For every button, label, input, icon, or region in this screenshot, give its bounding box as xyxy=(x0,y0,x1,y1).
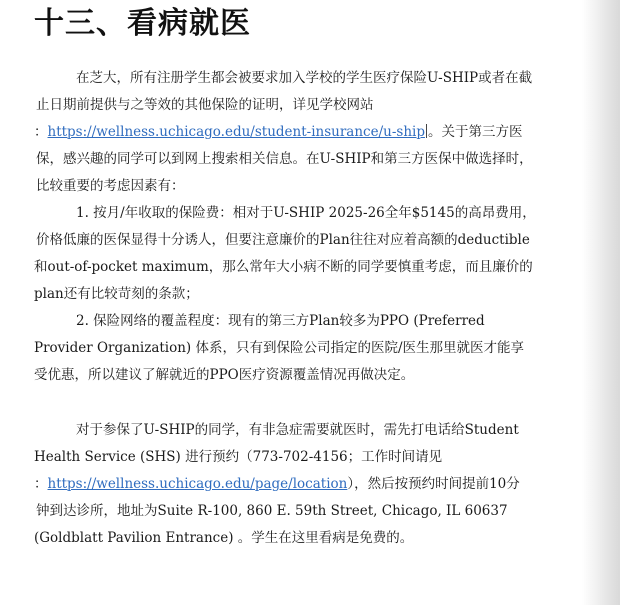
student-insurance-link[interactable]: https://wellness.uchicago.edu/student-insurance/u-ship xyxy=(47,124,425,140)
paragraph-line: 在芝大，所有注册学生都会被要求加入学校的学生医疗保险U-SHIP或者在截 xyxy=(76,70,533,86)
shs-location-link[interactable]: https://wellness.uchicago.edu/page/location xyxy=(47,476,348,492)
page-edge-shadow xyxy=(582,0,620,605)
list-item-line: 和out-of-pocket maximum，那么常年大小病不断的同学要慎重考虑，而且廉价的 xyxy=(34,259,533,275)
paragraph-line xyxy=(34,122,522,142)
link-prefix: ： xyxy=(34,124,48,140)
section-heading: 十三、看病就医 xyxy=(34,6,251,41)
paragraph-line: Health Service (SHS) 进行预约（773-702-4156；工作时间请见 xyxy=(34,449,443,465)
list-item-line: 1. 按月/年收取的保险费：相对于U-SHIP 2025-26全年$5145的高昂费用， xyxy=(76,205,536,221)
paragraph-line: (Goldblatt Pavilion Entrance) 。学生在这里看病是免费的。 xyxy=(34,530,414,546)
link-prefix: ： xyxy=(34,476,48,492)
list-item-line: plan还有比较苛刻的条款； xyxy=(34,286,199,302)
paragraph-line: 保，感兴趣的同学可以到网上搜索相关信息。在U-SHIP和第三方医保中做选择时， xyxy=(36,151,533,167)
paragraph-line: 比较重要的考虑因素有： xyxy=(36,178,185,194)
list-item-line: 价格低廉的医保显得十分诱人，但要注意廉价的Plan往往对应着高额的deductible xyxy=(36,232,530,248)
link-suffix: 。关于第三方医 xyxy=(427,124,523,140)
paragraph-line xyxy=(34,474,520,494)
text-cursor xyxy=(426,124,427,138)
list-item-line: 2. 保险网络的覆盖程度：现有的第三方Plan较多为PPO (Preferred xyxy=(76,313,485,329)
list-item-line: Provider Organization) 体系，只有到保险公司指定的医院/医生那里就医才能享 xyxy=(34,340,525,356)
link-suffix: ），然后按预约时间提前10分 xyxy=(347,476,520,492)
list-item-line: 受优惠，所以建议了解就近的PPO医疗资源覆盖情况再做决定。 xyxy=(34,367,415,383)
paragraph-line: 对于参保了U-SHIP的同学，有非急症需要就医时，需先打电话给Student xyxy=(76,422,519,438)
paragraph-line: 钟到达诊所，地址为Suite R-100, 860 E. 59th Street, Chicago, IL 60637 xyxy=(36,503,508,519)
paragraph-line: 止日期前提供与之等效的其他保险的证明，详见学校网站 xyxy=(36,97,374,113)
